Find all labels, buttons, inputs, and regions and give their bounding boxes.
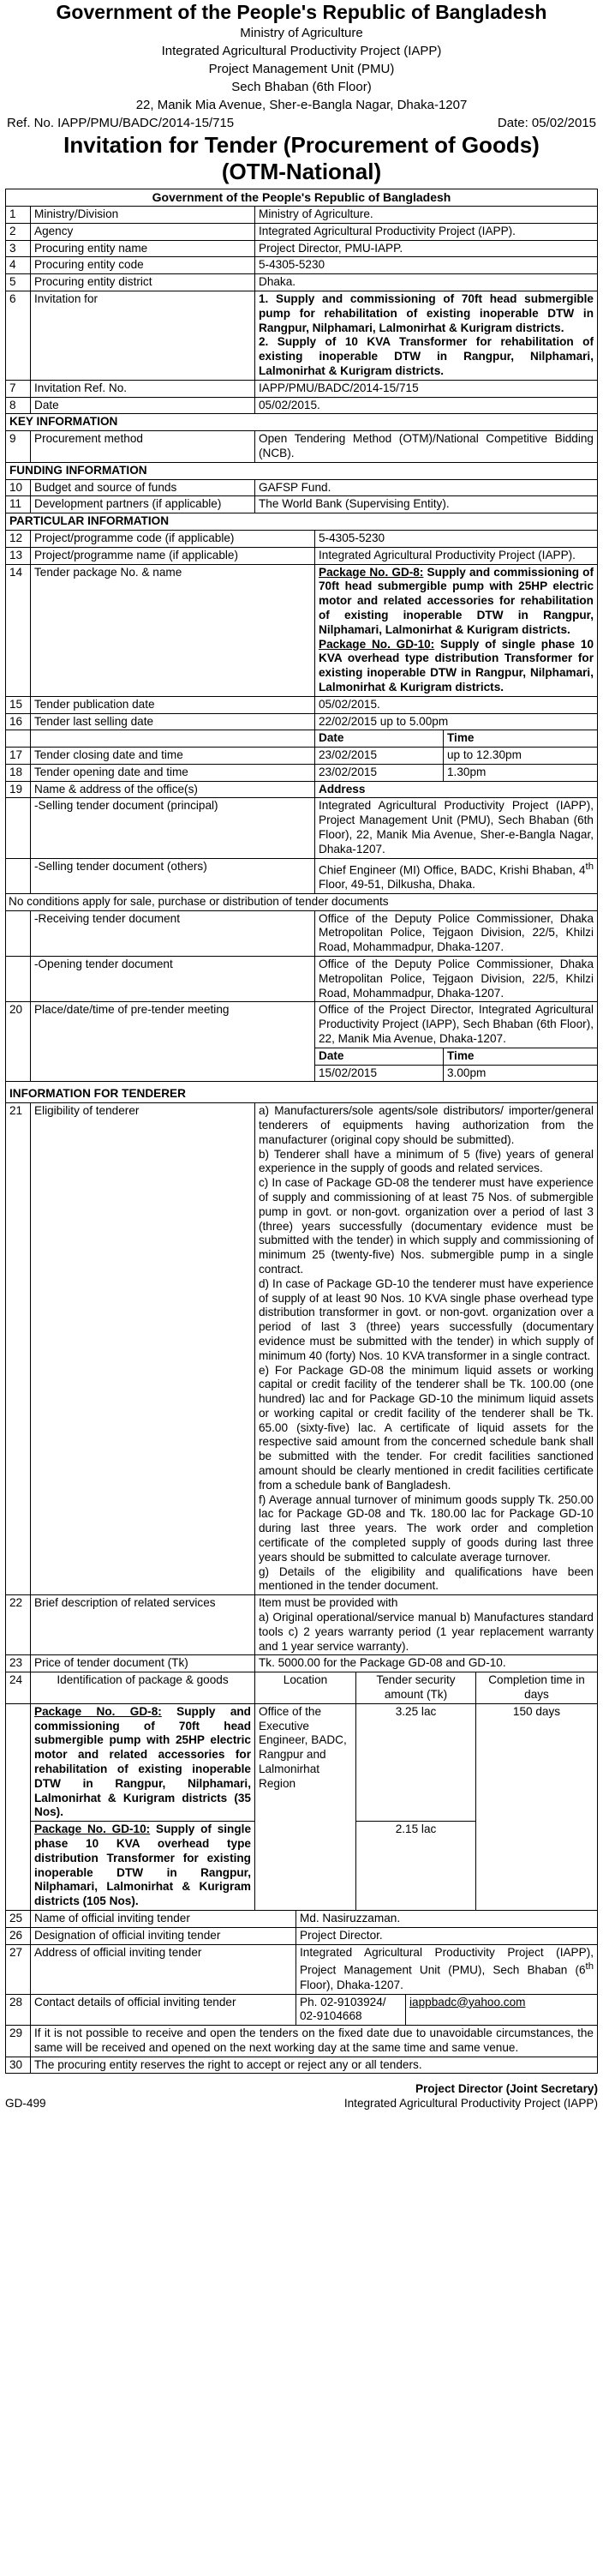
row-number: 11	[6, 496, 31, 513]
package-gd10-cell	[31, 1822, 255, 1911]
contact-phone: Ph. 02-9103924/ 02-9104668	[296, 1994, 406, 2026]
table-row	[6, 1595, 598, 1655]
table-row	[6, 1703, 598, 1821]
row-label: Procuring entity code	[31, 257, 255, 274]
row-number: 9	[6, 431, 31, 463]
row-label: Development partners (if applicable)	[31, 496, 255, 513]
table-row	[6, 2026, 598, 2057]
row-label: Tender opening date and time	[31, 764, 315, 781]
row-number: 29	[6, 2026, 31, 2057]
row-number: 28	[6, 1994, 31, 2026]
table-row	[6, 1672, 598, 1703]
contact-email[interactable]	[406, 1994, 598, 2026]
address-line: 22, Manik Mia Avenue, Sher-e-Bangla Nagar, Dhaka-1207	[135, 98, 468, 112]
package-location: Office of the Executive Engineer, BADC, Rangpur and Lalmonirhat Region	[255, 1703, 356, 1910]
row-label: Budget and source of funds	[31, 479, 255, 496]
row-label: Name & address of the office(s)	[31, 781, 315, 798]
time-column-head: Time	[444, 730, 598, 748]
table-row	[6, 910, 598, 956]
table-row	[6, 496, 598, 513]
eligibility-d: d) In case of Package GD-10 the tenderer must have experience of supply of at least 90 Nos. 10 KVA single phase overhead type distribution transformer in govt. or non-govt. organization over a period of last 3 (three) years successfully (documentary evidence must be submitted with the tender) in which supply of minimum 40 (forty) Nos. 10 KVA transformer in a single contract.	[259, 1276, 594, 1362]
package-description	[315, 564, 598, 696]
reference-number: Ref. No. IAPP/PMU/BADC/2014-15/715	[7, 116, 235, 130]
row-value: Office of the Project Director, Integrated Agricultural Productivity Project (IAPP), Sech Bhaban (6th Floor), 22, Manik Mia Avenue, Dhaka-1207.	[315, 1002, 598, 1048]
row-label: Tender package No. & name	[31, 564, 315, 696]
signature-project: Integrated Agricultural Productivity Project (IAPP)	[343, 2096, 598, 2110]
official-address-b: Floor), Dhaka-1207.	[300, 1978, 403, 1991]
others-value-a: Chief Engineer (MI) Office, BADC, Krishi Bhaban, 4	[319, 863, 586, 877]
row-value: The World Bank (Supervising Entity).	[255, 496, 598, 513]
signature-title: Project Director (Joint Secretary)	[415, 2082, 598, 2096]
row-label: Project/programme name (if applicable)	[31, 547, 315, 564]
section-heading: PARTICULAR INFORMATION	[6, 513, 598, 531]
notice-footer	[5, 2082, 598, 2111]
row-value: Integrated Agricultural Productivity Project (IAPP), Project Management Unit (PMU), Sech Bhaban (6th Floor), 22, Manik Mia Avenue, Sher-e-Bangla Nagar, Dhaka-1207.	[315, 798, 598, 858]
email-link[interactable]: iappbadc@yahoo.com	[409, 1995, 526, 2009]
date-column-head: Date	[315, 1048, 444, 1065]
table-row	[6, 713, 598, 730]
row-label: Eligibility of tenderer	[31, 1103, 255, 1595]
eligibility-c: c) In case of Package GD-08 the tenderer must have experience of supply and commissioning of at least 75 Nos. of submergible pump in govt. or non-govt. organization over a period of last 3 (three) years successfully (documentary evidence must be submitted with the tender) in which supply and commissioning of minimum 25 (twenty-five) Nos. submergible pump in a single contract.	[259, 1176, 594, 1276]
address-column-head: Address	[315, 781, 598, 798]
package-gd8-cell	[31, 1703, 255, 1821]
section-heading: FUNDING INFORMATION	[6, 462, 598, 479]
pretender-time: 3.00pm	[444, 1065, 598, 1082]
row-label: Price of tender document (Tk)	[31, 1655, 255, 1672]
notice-subtitle: (OTM-National)	[221, 159, 382, 184]
row-label: -Selling tender document (others)	[31, 858, 315, 893]
table-row	[6, 291, 598, 380]
row-number: 27	[6, 1944, 31, 1994]
services-detail: a) Original operational/service manual b) Manufactures standard tools c) 2 years warranty period (1 year replacement warranty and 1 year service warranty).	[259, 1611, 594, 1653]
tenderer-info-table	[5, 1103, 598, 1672]
row-value	[255, 1595, 598, 1655]
table-row	[6, 531, 598, 547]
table-row	[6, 1655, 598, 1672]
row-label: Invitation for	[31, 291, 255, 380]
official-address-a: Integrated Agricultural Productivity Project (IAPP), Project Management Unit (PMU), Sech Bhaban (6	[300, 1945, 594, 1977]
package-gd10-text: Supply of single phase 10 KVA overhead type distribution Transformer for existing inoperable DTW in Rangpur, Nilphamari, Lalmonirhat & Kurigram districts.	[319, 637, 594, 694]
table-row	[6, 257, 598, 274]
table-row	[6, 547, 598, 564]
row-number: 7	[6, 380, 31, 397]
row-number: 6	[6, 291, 31, 380]
opening-date: 23/02/2015	[315, 764, 444, 781]
row-value: IAPP/PMU/BADC/2014-15/715	[255, 380, 598, 397]
row-number: 8	[6, 397, 31, 414]
row-number: 19	[6, 781, 31, 798]
row-value: GAFSP Fund.	[255, 479, 598, 496]
package-gd8-text: Supply and commissioning of 70ft head submergible pump with 25HP electric motor and related accessories for rehabilitation of existing inoperable DTW in Rangpur, Nilphamari, Lalmonirhat & Kurigram districts.	[319, 565, 594, 636]
row-number: 18	[6, 764, 31, 781]
date-column-head: Date	[315, 730, 444, 748]
eligibility-e: e) For Package GD-08 the minimum liquid assets or working capital or credit facility of the tenderer shall be Tk. 100.00 (one hundred) lac and for Package GD-10 the minimum liquid assets or working capital or credit facility of the tenderer shall be Tk. 65.00 (sixty-five) lac. A certificate of liquid assets for the respective said amount from the concerned schedule bank shall be submitted with the tender. For credit facilities sanctioned amount should be clearly mentioned in credit facilities certificate from a schedule bank of Bangladesh.	[259, 1363, 594, 1492]
row-number: 5	[6, 274, 31, 291]
table-row	[6, 2057, 598, 2074]
row-value: 22/02/2015 up to 5.00pm	[315, 713, 598, 730]
row-label: Date	[31, 397, 255, 414]
row-number: 4	[6, 257, 31, 274]
row-label: -Opening tender document	[31, 956, 315, 1001]
row-label: Ministry/Division	[31, 207, 255, 224]
column-head-location: Location	[255, 1672, 356, 1703]
ministry-line: Ministry of Agriculture	[240, 26, 363, 40]
table-row	[6, 564, 598, 696]
pretender-date: 15/02/2015	[315, 1065, 444, 1082]
row-value: Integrated Agricultural Productivity Project (IAPP).	[255, 223, 598, 240]
others-value-b: Floor, 49-51, Dilkusha, Dhaka.	[319, 878, 475, 891]
row-number: 2	[6, 223, 31, 240]
opening-time: 1.30pm	[444, 764, 598, 781]
section-heading: INFORMATION FOR TENDERER	[6, 1082, 598, 1103]
row-value: Open Tendering Method (OTM)/National Competitive Bidding (NCB).	[255, 431, 598, 463]
notice-code: GD-499	[5, 2097, 46, 2111]
row-value: If it is not possible to receive and open the tenders on the fixed date due to unavoidable circumstances, the same will be received and opened on the next working day at the same time and same venue.	[31, 2026, 598, 2057]
row-number: 25	[6, 1911, 31, 1927]
package-table	[5, 1672, 598, 1911]
package-gd10-title: Package No. GD-10:	[34, 1822, 151, 1836]
row-label: Invitation Ref. No.	[31, 380, 255, 397]
row-number: 10	[6, 479, 31, 496]
row-value: Md. Nasiruzzaman.	[296, 1911, 598, 1927]
invitation-item-2: 2. Supply of 10 KVA Transformer for rehabilitation of existing inoperable DTW in Rangpur, Nilphamari, Lalmonirhat & Kurigram districts.	[259, 335, 594, 377]
row-number: 26	[6, 1927, 31, 1944]
notice-date: Date: 05/02/2015	[497, 116, 596, 130]
row-label: Contact details of official inviting tender	[31, 1994, 296, 2026]
table-row	[6, 1944, 598, 1994]
table-row	[6, 380, 598, 397]
row-label: Project/programme code (if applicable)	[31, 531, 315, 547]
table-row	[6, 274, 598, 291]
eligibility-b: b) Tenderer shall have a minimum of 5 (five) years of general experience in the supply of goods and related services.	[259, 1147, 594, 1175]
row-value: Project Director, PMU-IAPP.	[255, 240, 598, 257]
row-value: Office of the Deputy Police Commissioner, Dhaka Metropolitan Police, Tejgaon Division, 22/5, Khilzi Road, Mohammadpur, Dhaka-1207.	[315, 910, 598, 956]
general-info-table	[5, 206, 598, 531]
no-conditions-note: No conditions apply for sale, purchase or distribution of tender documents	[6, 893, 598, 910]
row-number: 23	[6, 1655, 31, 1672]
row-label: Address of official inviting tender	[31, 1944, 296, 1994]
notice-title: Invitation for Tender (Procurement of Goods)	[63, 132, 540, 158]
table-row	[6, 1994, 598, 2026]
row-label: -Receiving tender document	[31, 910, 315, 956]
invitation-item-1: 1. Supply and commissioning of 70ft head submergible pump for rehabilitation of existing inoperable DTW in Rangpur, Nilphamari, Lalmonirhat & Kurigram districts.	[259, 291, 594, 334]
floor-line: Sech Bhaban (6th Floor)	[231, 80, 372, 94]
table-row	[6, 696, 598, 713]
row-value: 5-4305-5230	[255, 257, 598, 274]
row-value: 05/02/2015.	[255, 397, 598, 414]
row-label: Procuring entity name	[31, 240, 255, 257]
row-number: 22	[6, 1595, 31, 1655]
table-row	[6, 1002, 598, 1048]
eligibility-list	[255, 1103, 598, 1595]
row-number: 12	[6, 531, 31, 547]
particular-info-table	[5, 531, 598, 1103]
row-label: Tender publication date	[31, 696, 315, 713]
time-column-head: Time	[444, 1048, 598, 1065]
closing-date: 23/02/2015	[315, 748, 444, 765]
others-sup: th	[585, 861, 594, 872]
section-heading: KEY INFORMATION	[6, 414, 598, 431]
reference-row	[5, 114, 598, 132]
pmu-line: Project Management Unit (PMU)	[208, 62, 395, 76]
row-value	[315, 858, 598, 893]
column-head-completion: Completion time in days	[476, 1672, 598, 1703]
notice-header	[5, 0, 598, 114]
table-row	[6, 431, 598, 463]
package-gd8-title: Package No. GD-8:	[319, 565, 424, 579]
row-number: 14	[6, 564, 31, 696]
eligibility-f: f) Average annual turnover of minimum goods supply Tk. 250.00 lac for Package GD-08 and Tk. 180.00 lac for Package GD-10 during last three years. The work order and completion certificate of the completed supply of goods during last three years should be submitted to calculate average turnover.	[259, 1492, 594, 1564]
table-row	[6, 1103, 598, 1595]
row-number: 15	[6, 696, 31, 713]
row-label: Brief description of related services	[31, 1595, 255, 1655]
table-row	[6, 730, 598, 748]
package-gd10-text: Supply of single phase 10 KVA overhead type distribution Transformer for existing inoperable DTW in Rangpur, Nilphamari, Lalmonirhat & Kurigram districts (105 Nos).	[34, 1822, 252, 1908]
column-head-identification: Identification of package & goods	[31, 1672, 255, 1703]
official-table	[5, 1911, 598, 2075]
row-number: 20	[6, 1002, 31, 1082]
row-value: Project Director.	[296, 1927, 598, 1944]
table-row	[6, 1927, 598, 1944]
row-value: Integrated Agricultural Productivity Project (IAPP).	[315, 547, 598, 564]
services-intro: Item must be provided with	[259, 1596, 398, 1610]
table-row	[6, 1911, 598, 1927]
table-row	[6, 479, 598, 496]
package-gd10-security: 2.15 lac	[356, 1822, 476, 1911]
row-value: Dhaka.	[255, 274, 598, 291]
row-number: 13	[6, 547, 31, 564]
package-gd8-security: 3.25 lac	[356, 1703, 476, 1821]
row-label: Agency	[31, 223, 255, 240]
row-value: Ministry of Agriculture.	[255, 207, 598, 224]
eligibility-a: a) Manufacturers/sole agents/sole distributors/ importer/general tenderers of equipments having authorization from the manufacturer (original copy should be submitted).	[259, 1104, 594, 1146]
row-number: 17	[6, 748, 31, 765]
row-label: Procuring entity district	[31, 274, 255, 291]
row-label: Place/date/time of pre-tender meeting	[31, 1002, 315, 1082]
row-label: Designation of official inviting tender	[31, 1927, 296, 1944]
package-completion: 150 days	[476, 1703, 598, 1910]
table-row	[6, 956, 598, 1001]
row-value: 05/02/2015.	[315, 696, 598, 713]
column-head-security: Tender security amount (Tk)	[356, 1672, 476, 1703]
project-line: Integrated Agricultural Productivity Project (IAPP)	[161, 44, 442, 58]
row-label: -Selling tender document (principal)	[31, 798, 315, 858]
signature-block	[344, 2082, 598, 2111]
row-label: Procurement method	[31, 431, 255, 463]
row-label: Tender last selling date	[31, 713, 315, 730]
table-row	[6, 397, 598, 414]
row-number: 1	[6, 207, 31, 224]
row-value: 5-4305-5230	[315, 531, 598, 547]
row-value: Tk. 5000.00 for the Package GD-08 and GD-10.	[255, 1655, 598, 1672]
row-number: 24	[6, 1672, 31, 1703]
package-gd10-title: Package No. GD-10:	[319, 637, 435, 651]
table-row	[6, 748, 598, 765]
table-row	[6, 240, 598, 257]
row-number: 3	[6, 240, 31, 257]
row-number: 21	[6, 1103, 31, 1595]
government-heading: Government of the People's Republic of Bangladesh	[56, 1, 547, 23]
table-row	[6, 781, 598, 798]
table-caption: Government of the People's Republic of Bangladesh	[5, 189, 598, 206]
closing-time: up to 12.30pm	[444, 748, 598, 765]
table-row	[6, 798, 598, 858]
package-gd8-text: Supply and commissioning of 70ft head submergible pump with 25HP electric motor and related accessories for rehabilitation of existing inoperable DTW in Rangpur, Nilphamari, Lalmonirhat & Kurigram districts (35 Nos).	[34, 1704, 251, 1819]
row-number: 16	[6, 713, 31, 730]
official-address-sup: th	[585, 1961, 594, 1973]
row-value	[255, 291, 598, 380]
table-row	[6, 764, 598, 781]
row-value: Office of the Deputy Police Commissioner, Dhaka Metropolitan Police, Tejgaon Division, 22/5, Khilzi Road, Mohammadpur, Dhaka-1207.	[315, 956, 598, 1001]
table-row	[6, 223, 598, 240]
table-row	[6, 858, 598, 893]
eligibility-g: g) Details of the eligibility and qualifications have been mentioned in the tender document.	[259, 1564, 594, 1593]
package-gd8-title: Package No. GD-8:	[34, 1704, 162, 1718]
row-number: 30	[6, 2057, 31, 2074]
row-label: Name of official inviting tender	[31, 1911, 296, 1927]
row-label: Tender closing date and time	[31, 748, 315, 765]
row-value: The procuring entity reserves the right to accept or reject any or all tenders.	[31, 2057, 598, 2074]
row-value	[296, 1944, 598, 1994]
table-row	[6, 207, 598, 224]
